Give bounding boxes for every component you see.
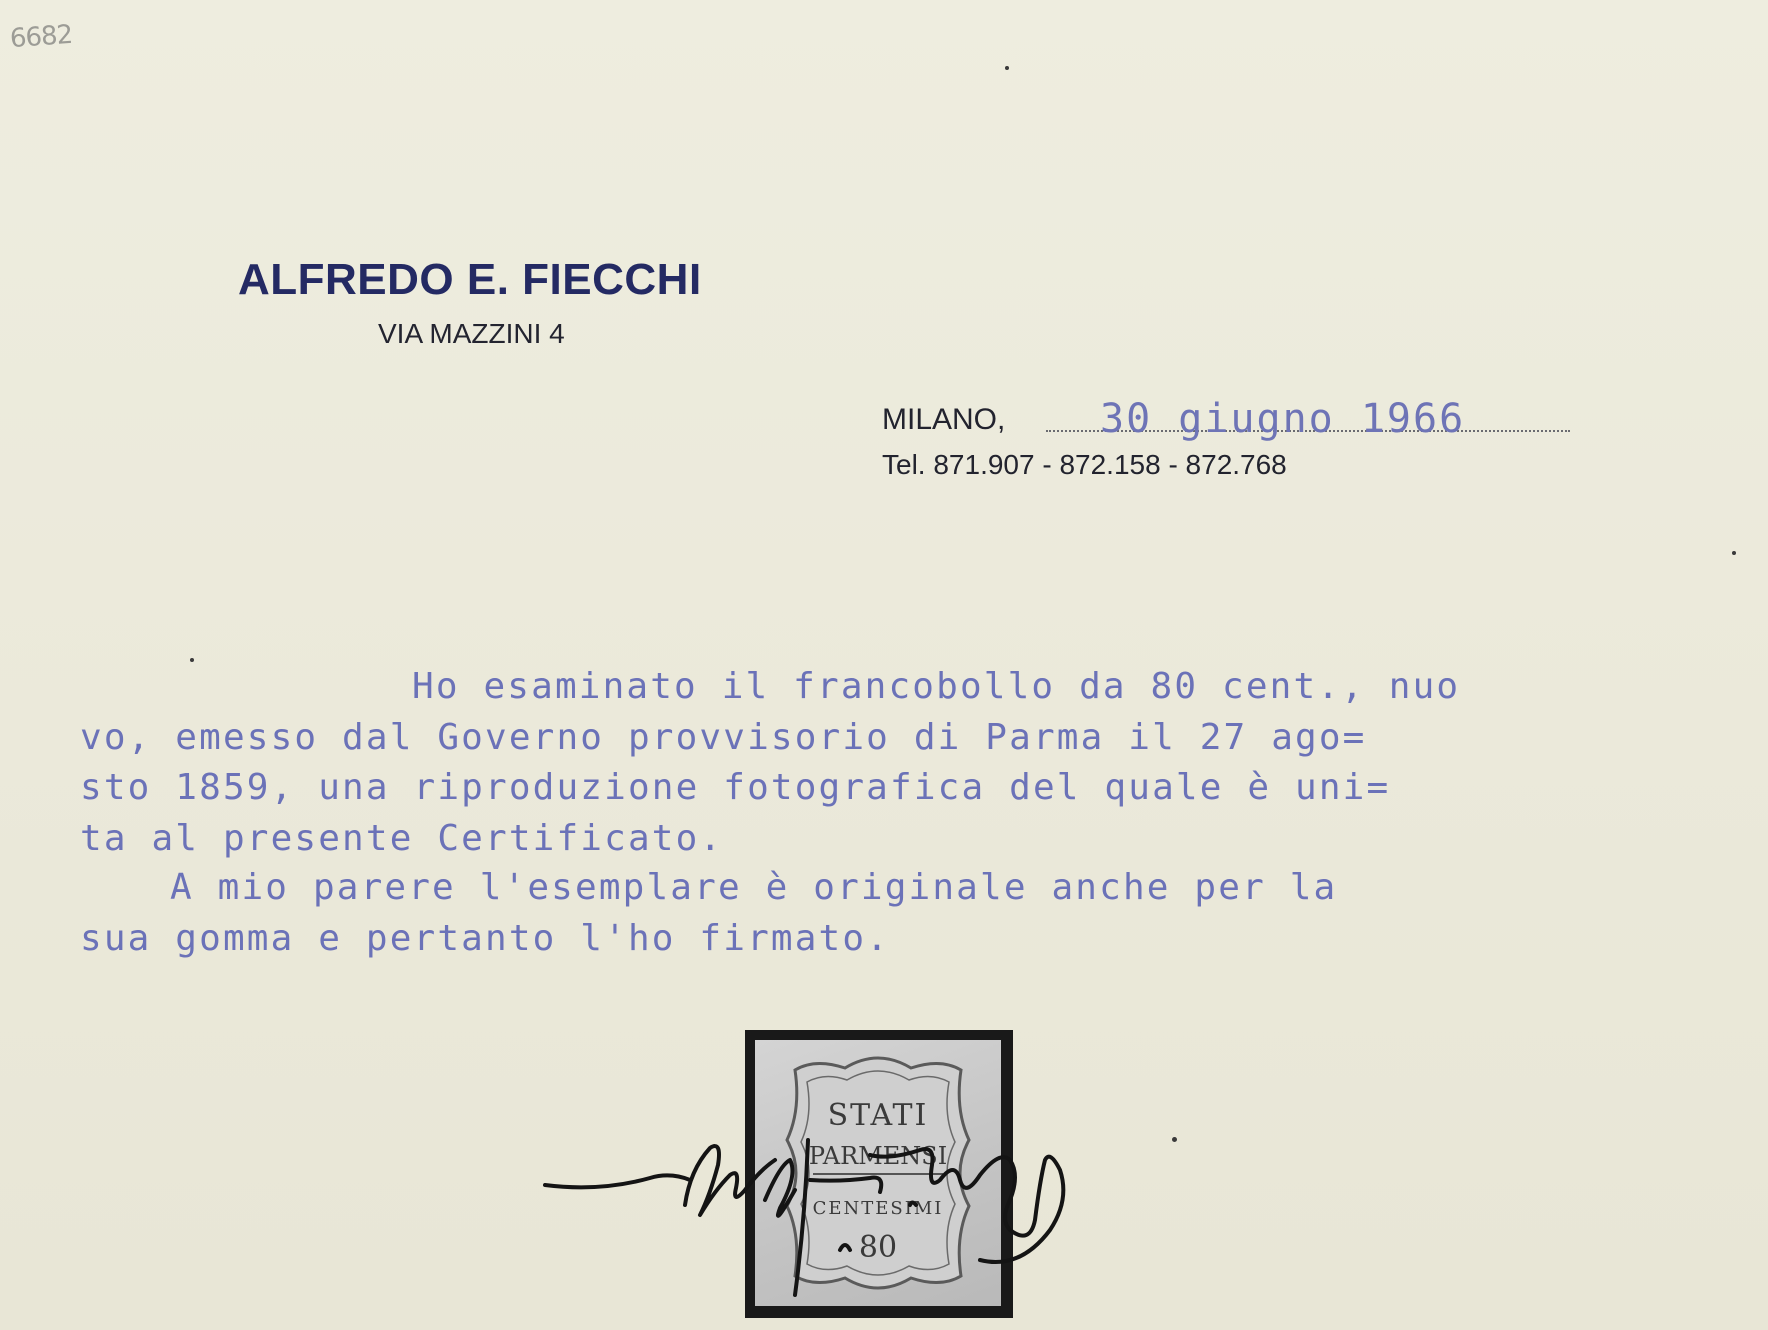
- stamp-line-1: STATI: [827, 1098, 929, 1133]
- body-line: vo, emesso dal Governo provvisorio di Parma il 27 ago=: [80, 717, 1367, 758]
- paper-speck: [1172, 1137, 1177, 1142]
- paper-speck: [190, 658, 194, 662]
- phone-numbers: Tel. 871.907 - 872.158 - 872.768: [882, 449, 1287, 480]
- body-line: A mio parere l'esemplare è originale anche per la: [170, 867, 1338, 908]
- body-line: Ho esaminato il francobollo da 80 cent., nuo: [412, 666, 1461, 707]
- paper-speck: [1005, 66, 1009, 70]
- handwritten-signature: [540, 1120, 1130, 1330]
- body-line: sua gomma e pertanto l'ho firmato.: [80, 918, 891, 959]
- stamp-line-3: CENTESIMI: [812, 1198, 944, 1219]
- stamp-line-2: PARMENSI: [808, 1142, 948, 1170]
- body-line: sto 1859, una riproduzione fotografica del quale è uni=: [80, 767, 1391, 808]
- letterhead-address: VIA MAZZINI 4: [378, 318, 565, 349]
- stamp-value: 80: [858, 1230, 898, 1265]
- pencil-reference-note: 6682: [9, 19, 74, 55]
- letterhead-name: ALFREDO E. FIECCHI: [238, 255, 702, 304]
- dateline-city: MILANO,: [882, 403, 1006, 436]
- paper-speck: [1732, 551, 1736, 555]
- typed-date: 30 giugno 1966: [1100, 396, 1466, 442]
- body-line: ta al presente Certificato.: [80, 818, 724, 859]
